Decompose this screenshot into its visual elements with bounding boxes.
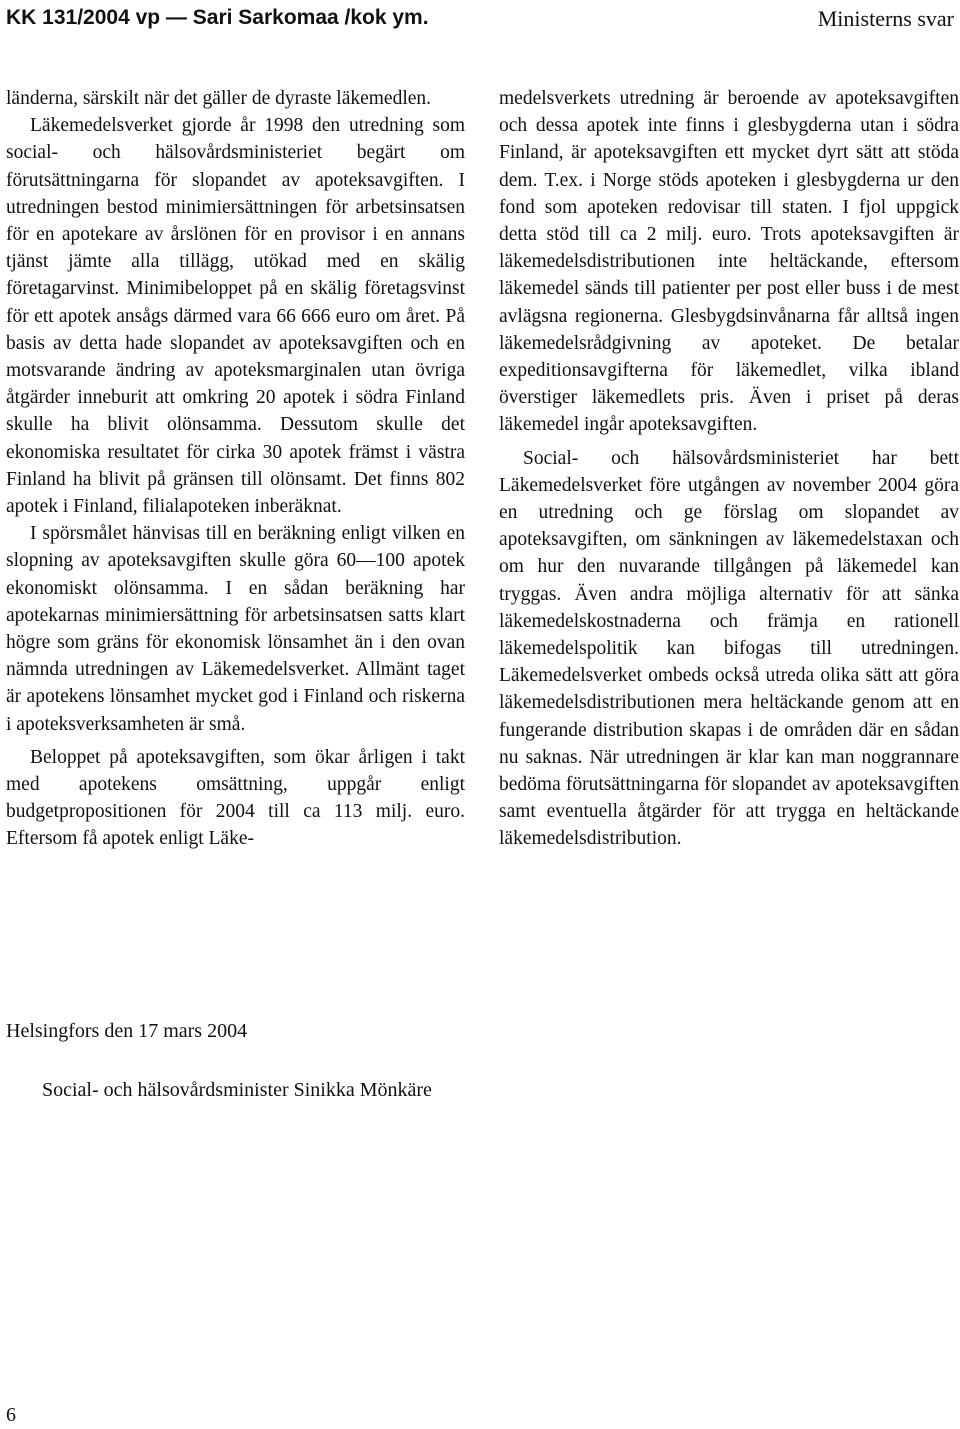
paragraph: Social- och hälsovårdsministeriet har bett Läkemedelsverket före utgången av november 2004 göra en utredning och ge förslag om slopandet av apoteksavgiften, om sänkningen av läkemedelstaxan och om hur den nuvarande tillgången på läkemedel kan tryggas. Även andra möjliga alternativ för att sänka läkemedelskostnaderna och främja en rationell läkemedelspolitik kan bifogas till utredningen. Läkemedelsverket ombeds också utreda olika sätt att göra läkemedelsdistributionen mera heltäckande genom att en fungerande distribution skapas i de områden där en sådan nu saknas. När utredningen är klar kan man noggrannare bedöma förutsättningarna för slopandet av apoteksavgiften samt eventuella åtgärder för att trygga en heltäckande läkemedelsdistribution. — [499, 447, 959, 850]
running-header — [6, 6, 954, 32]
right-column — [499, 85, 959, 853]
place-and-date: Helsingfors den 17 mars 2004 — [6, 1020, 248, 1042]
paragraph: medelsverkets utredning är beroende av apoteksavgiften och dessa apotek inte finns i glesbygderna utan i södra Finland, är apoteksavgiften ett mycket dyrt sätt att stöda dem. T.ex. i Norge stöds apoteken i glesbygderna ur den fond som apoteken redovisar till staten. I fjol uppgick detta stöd till ca 2 milj. euro. Trots apoteksavgiften är läkemedelsdistributionen inte heltäckande, eftersom läkemedel sänds till patienter per post eller buss i de mest avlägsna regionerna. Glesbygdsinvånarna får alltså ingen läkemedelsrådgivning av apoteket. De betalar expeditionsavgifterna för läkemedlet, vilka ibland överstiger läkemedlets pris. Även i priset på deras läkemedel ingår apoteksavgiften. — [499, 88, 959, 436]
paragraph: Beloppet på apoteksavgiften, som ökar årligen i takt med apotekens omsättning, uppgår enligt budgetpropositionen för 2004 till ca 113 milj. euro. Eftersom få apotek enligt Läke- — [6, 746, 465, 850]
document-reference: KK 131/2004 vp — Sari Sarkomaa /kok ym. — [6, 6, 429, 29]
paragraph: länderna, särskilt när det gäller de dyraste läkemedlen. — [6, 88, 432, 109]
signature-line: Social- och hälsovårdsminister Sinikka Mönkäre — [42, 1079, 432, 1101]
paragraph: Läkemedelsverket gjorde år 1998 den utredning som social- och hälsovårdsministeriet begärt om förutsättningarna för slopandet av apoteksavgiften. I utredningen bestod minimiersättningen för arbetsinsatsen för en apotekare av årslönen för en provisor i en annans tjänst jämte alla tillägg, utökad med en skälig företagarvinst. Minimibeloppet på en skälig företagsvinst för ett apotek ansågs därmed vara 66 666 euro om året. På basis av detta hade slopandet av apoteksavgiften och en motsvarande ändring av apoteksmarginalen utan övriga åtgärder inneburit att omkring 20 apotek i södra Finland skulle ha blivit olönsamma. Dessutom skulle det ekonomiska resultatet för cirka 30 apotek främst i västra Finland ha blivit på gränsen till olönsamt. Det finns 802 apotek i Finland, filialapoteken inberäknat. — [6, 115, 465, 518]
page-number: 6 — [6, 1404, 16, 1426]
section-title: Ministerns svar — [817, 6, 954, 31]
paragraph: I spörsmålet hänvisas till en beräkning enligt vilken en slopning av apoteksavgiften skulle göra 60—100 apotek ekonomiskt olönsamma. I en sådan beräkning har apotekarnas minimiersättning för arbetsinsatsen satts klart högre som gräns för ekonomisk lönsamhet än i den ovan nämnda utredningen av Läkemedelsverket. Allmänt taget är apotekens lönsamhet mycket god i Finland och riskerna i apoteksverksamheten är små. — [6, 523, 465, 735]
left-column — [6, 85, 465, 853]
